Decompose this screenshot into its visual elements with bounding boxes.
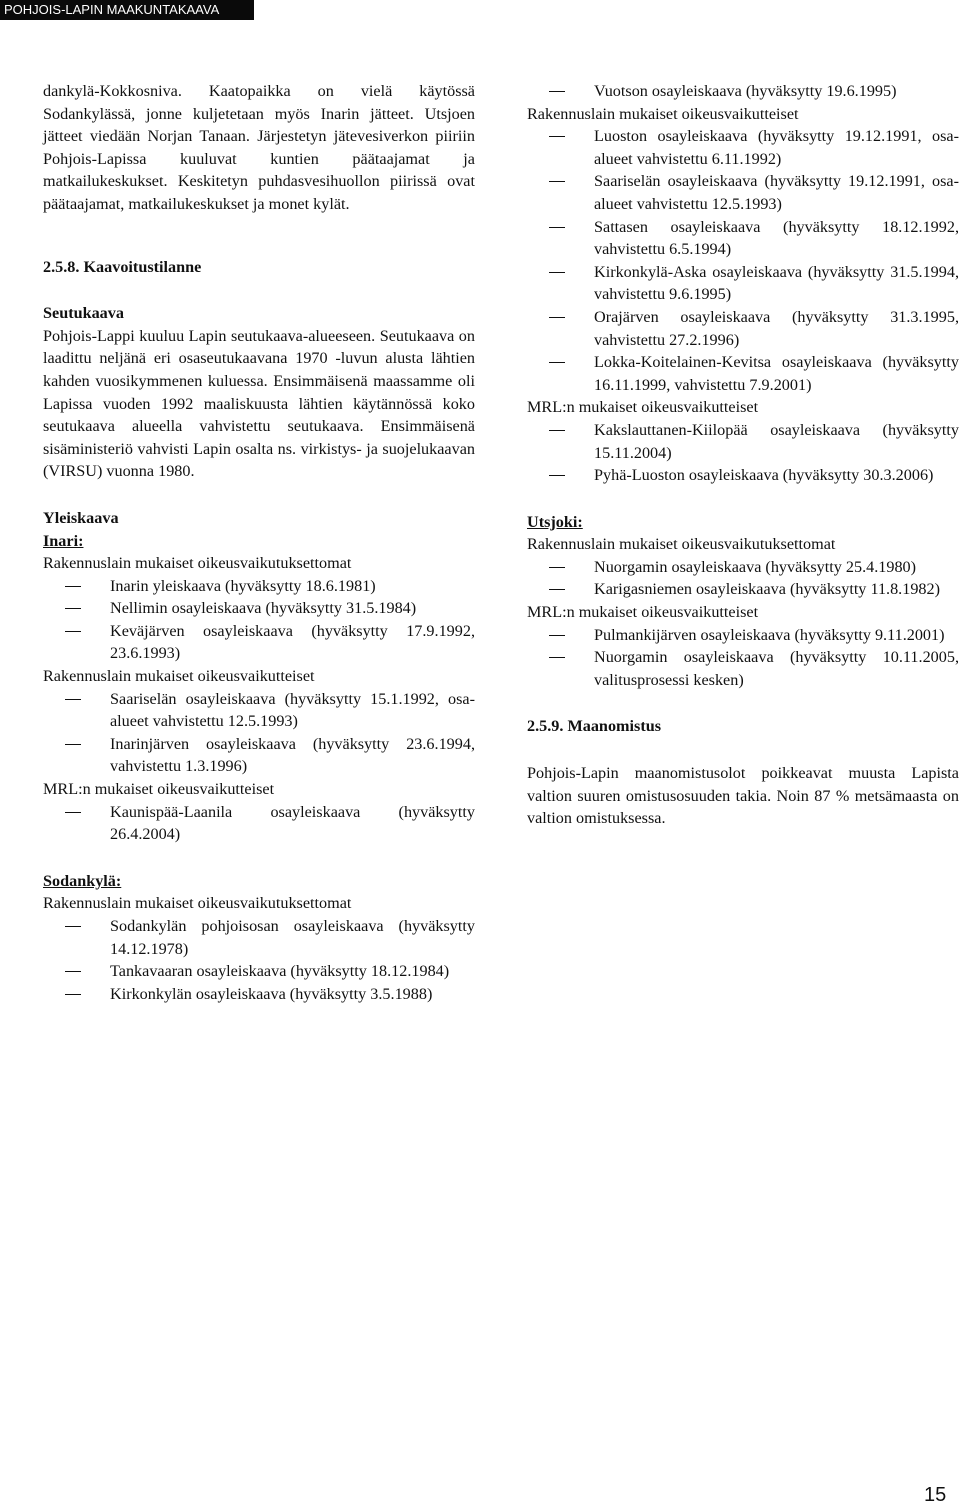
left-column bbox=[43, 80, 475, 1005]
dash-bullet-icon bbox=[65, 586, 81, 587]
list-item-text: Lokka-Koitelainen-Kevitsa osayleiskaava (hyväksytty 16.11.1999, vahvistettu 7.9.2001) bbox=[594, 353, 959, 394]
dash-bullet-icon bbox=[549, 430, 565, 431]
list-item-text: Nellimin osayleiskaava (hyväksytty 31.5.1984) bbox=[110, 599, 417, 618]
dash-bullet-icon bbox=[65, 744, 81, 745]
list-item-text: Keväjärven osayleiskaava (hyväksytty 17.9.1992, 23.6.1993) bbox=[110, 621, 475, 663]
list-item bbox=[527, 464, 959, 487]
list-item-text: Karigasniemen osayleiskaava (hyväksytty 11.8.1982) bbox=[594, 580, 940, 599]
list-item bbox=[43, 733, 475, 778]
dash-list bbox=[527, 419, 959, 487]
dash-bullet-icon bbox=[549, 136, 565, 137]
dash-list bbox=[43, 915, 475, 1005]
list-item bbox=[527, 624, 959, 647]
right-column bbox=[527, 80, 959, 830]
list-item bbox=[43, 801, 475, 846]
inari-heading: Inari: bbox=[43, 531, 84, 550]
list-item bbox=[527, 419, 959, 464]
list-item-text: Kaunispää-Laanila osayleiskaava (hyväksytty 26.4.2004) bbox=[110, 802, 475, 844]
list-item-text: Saariselän osayleiskaava (hyväksytty 19.12.1991, osa-alueet vahvistettu 12.5.1993) bbox=[594, 172, 959, 213]
yleiskaava-heading: Yleiskaava bbox=[43, 508, 119, 527]
dash-bullet-icon bbox=[65, 631, 81, 632]
group-label: Rakennuslain mukaiset oikeusvaikutteiset bbox=[527, 104, 799, 123]
section-heading-maanomistus: 2.5.9. Maanomistus bbox=[527, 717, 662, 736]
list-item bbox=[527, 646, 959, 691]
dash-list bbox=[43, 801, 475, 846]
dash-bullet-icon bbox=[65, 699, 81, 700]
list-item bbox=[43, 960, 475, 983]
list-item bbox=[43, 620, 475, 665]
dash-bullet-icon bbox=[549, 181, 565, 182]
list-item-text: Sodankylän pohjoisosan osayleiskaava (hyväksytty 14.12.1978) bbox=[110, 917, 475, 958]
dash-bullet-icon bbox=[549, 657, 565, 658]
dash-list bbox=[527, 624, 959, 692]
group-label: Rakennuslain mukaiset oikeusvaikutteiset bbox=[43, 667, 315, 686]
list-item-text: Pulmankijärven osayleiskaava (hyväksytty 9.11.2001) bbox=[594, 625, 945, 644]
list-item bbox=[527, 578, 959, 601]
dash-bullet-icon bbox=[549, 475, 565, 476]
dash-bullet-icon bbox=[549, 589, 565, 590]
list-item-text: Nuorgamin osayleiskaava (hyväksytty 25.4.1980) bbox=[594, 557, 917, 576]
list-item bbox=[527, 556, 959, 579]
list-item bbox=[527, 261, 959, 306]
list-item bbox=[43, 983, 475, 1006]
list-item-text: Inarin yleiskaava (hyväksytty 18.6.1981) bbox=[110, 576, 376, 595]
dash-bullet-icon bbox=[549, 635, 565, 636]
sodankyla-heading: Sodankylä: bbox=[43, 871, 122, 890]
list-item-text: Kakslauttanen-Kiilopää osayleiskaava (hyväksytty 15.11.2004) bbox=[594, 420, 959, 462]
dash-list bbox=[527, 80, 959, 103]
list-item-text: Pyhä-Luoston osayleiskaava (hyväksytty 30.3.2006) bbox=[594, 466, 934, 485]
page-number: 15 bbox=[924, 1484, 947, 1506]
list-item-text: Saariselän osayleiskaava (hyväksytty 15.1.1992, osa-alueet vahvistettu 12.5.1993) bbox=[110, 689, 475, 731]
dash-bullet-icon bbox=[65, 812, 81, 813]
list-item bbox=[43, 597, 475, 620]
list-item-text: Vuotson osayleiskaava (hyväksytty 19.6.1995) bbox=[594, 82, 897, 100]
list-item bbox=[43, 575, 475, 598]
group-label: Rakennuslain mukaiset oikeusvaikutuksettomat bbox=[527, 535, 836, 554]
list-item bbox=[527, 80, 959, 103]
dash-bullet-icon bbox=[65, 994, 81, 995]
list-item bbox=[527, 125, 959, 170]
list-item-text: Luoston osayleiskaava (hyväksytty 19.12.1991, osa-alueet vahvistettu 6.11.1992) bbox=[594, 127, 959, 168]
dash-list bbox=[43, 575, 475, 665]
group-label: MRL:n mukaiset oikeusvaikutteiset bbox=[527, 603, 759, 622]
dash-bullet-icon bbox=[65, 971, 81, 972]
list-item-text: Sattasen osayleiskaava (hyväksytty 18.12.1992, vahvistettu 6.5.1994) bbox=[594, 217, 959, 259]
list-item bbox=[527, 216, 959, 261]
seutukaava-paragraph: Pohjois-Lappi kuuluu Lapin seutukaava-alueeseen. Seutukaava on laadittu neljänä eri osaseutukaavana 1970 -luvun alusta lähtien kahden vuosikymmenen kuluessa. Ensimmäisenä maassamme oli Lapissa vuoden 1992 maaliskuusta lähtien käytännössä koko seutukaava alueella vahvistettu seutukaava. Ensimmäisenä sisäministeriö vahvisti Lapin osalta ns. virkistys- ja suojelukaavan (VIRSU) vuonna 1980. bbox=[43, 326, 475, 481]
dash-bullet-icon bbox=[65, 608, 81, 609]
running-header: POHJOIS-LAPIN MAAKUNTAKAAVA bbox=[0, 0, 254, 20]
dash-bullet-icon bbox=[549, 227, 565, 228]
list-item-text: Inarinjärven osayleiskaava (hyväksytty 23.6.1994, vahvistettu 1.3.1996) bbox=[110, 734, 475, 776]
list-item bbox=[43, 688, 475, 733]
seutukaava-heading: Seutukaava bbox=[43, 304, 124, 323]
list-item-text: Kirkonkylä-Aska osayleiskaava (hyväksytty 31.5.1994, vahvistettu 9.6.1995) bbox=[594, 262, 959, 304]
list-item bbox=[43, 915, 475, 960]
dash-bullet-icon bbox=[65, 926, 81, 927]
dash-bullet-icon bbox=[549, 362, 565, 363]
list-item bbox=[527, 306, 959, 351]
group-label: MRL:n mukaiset oikeusvaikutteiset bbox=[527, 398, 759, 417]
group-label: MRL:n mukaiset oikeusvaikutteiset bbox=[43, 780, 275, 799]
section-heading-kaavoitus: 2.5.8. Kaavoitustilanne bbox=[43, 257, 202, 276]
intro-paragraph: dankylä-Kokkosniva. Kaatopaikka on vielä käytössä Sodankylässä, jonne kuljetetaan myös Inarin jätteet. Utsjoen jätteet viedään Norjan Tanaan. Järjestetyn jätevesiverkon piiriin Pohjois-Lapissa kuuluvat kuntien päätaajamat ja matkailukeskukset. Keskitetyn puhdasvesihuollon piirissä ovat päätaajamat, matkailukeskukset ja monet kylät. bbox=[43, 82, 475, 213]
maanomistus-paragraph: Pohjois-Lapin maanomistusolot poikkeavat muusta Lapista valtion suuren omistusosuuden takia. Noin 87 % metsämaasta on valtion omistuksessa. bbox=[527, 764, 959, 828]
list-item-text: Kirkonkylän osayleiskaava (hyväksytty 3.5.1988) bbox=[110, 984, 433, 1003]
group-label: Rakennuslain mukaiset oikeusvaikutuksettomat bbox=[43, 554, 352, 573]
dash-bullet-icon bbox=[549, 317, 565, 318]
list-item bbox=[527, 170, 959, 215]
group-label: Rakennuslain mukaiset oikeusvaikutuksettomat bbox=[43, 894, 352, 913]
list-item-text: Orajärven osayleiskaava (hyväksytty 31.3.1995, vahvistettu 27.2.1996) bbox=[594, 307, 959, 349]
dash-bullet-icon bbox=[549, 91, 565, 92]
utsjoki-heading: Utsjoki: bbox=[527, 512, 583, 531]
dash-list bbox=[43, 688, 475, 778]
dash-bullet-icon bbox=[549, 567, 565, 568]
list-item-text: Nuorgamin osayleiskaava (hyväksytty 10.11.2005, valitusprosessi kesken) bbox=[594, 648, 959, 689]
list-item-text: Tankavaaran osayleiskaava (hyväksytty 18.12.1984) bbox=[110, 962, 450, 981]
dash-list bbox=[527, 556, 959, 601]
dash-list bbox=[527, 125, 959, 396]
dash-bullet-icon bbox=[549, 272, 565, 273]
list-item bbox=[527, 351, 959, 396]
